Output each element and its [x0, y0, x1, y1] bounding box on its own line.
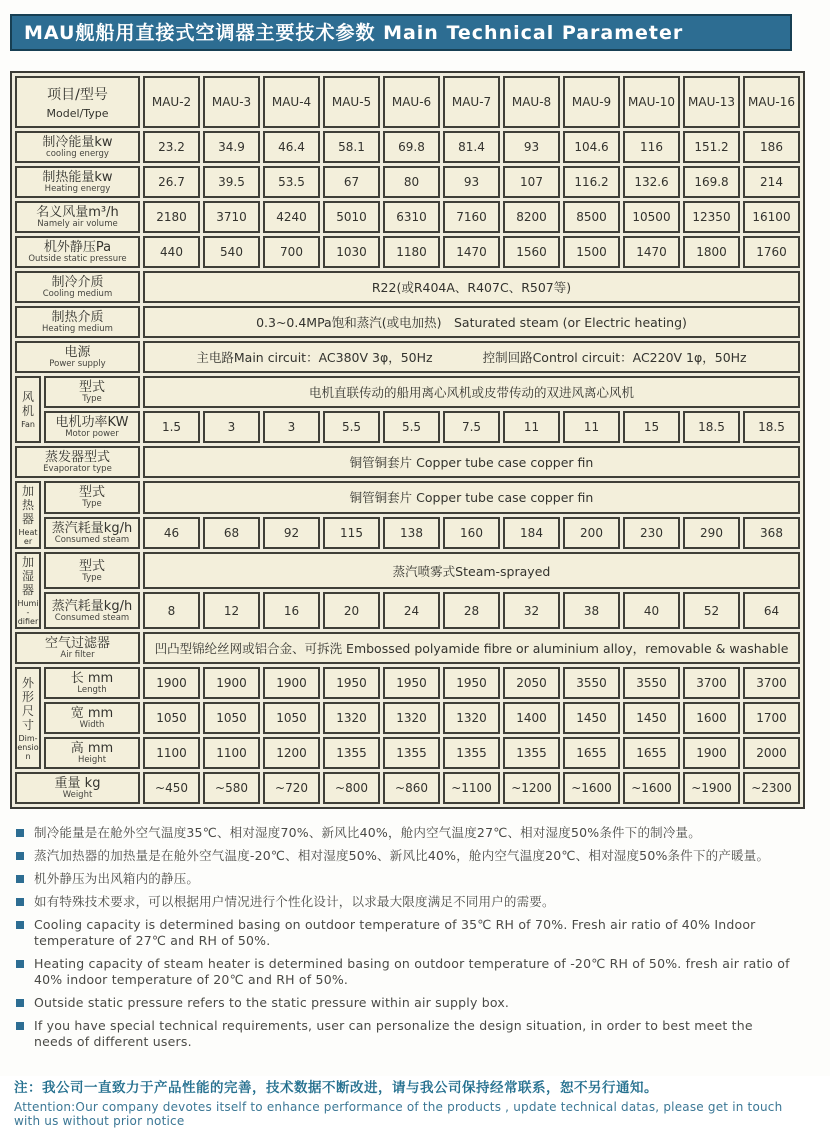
row-label: 蒸发器型式 Evaporator type — [15, 446, 140, 478]
square-bullet-icon — [16, 921, 24, 929]
value-cell: 1600 — [683, 702, 740, 734]
value-cell: 2050 — [503, 667, 560, 699]
value-cell: 104.6 — [563, 131, 620, 163]
footnote-text: 蒸汽加热器的加热量是在舱外空气温度-20℃、相对湿度50%、新风比40%，舱内空气温度20℃、相对湿度50%条件下的产暖量。 — [34, 848, 770, 863]
value-cell: 24 — [383, 592, 440, 629]
value-cell: 12 — [203, 592, 260, 629]
value-cell: 40 — [623, 592, 680, 629]
value-cell: ~1100 — [443, 772, 500, 804]
value-cell: 230 — [623, 517, 680, 550]
value-cell: 34.9 — [203, 131, 260, 163]
model-header-cell: MAU-3 — [203, 76, 260, 128]
value-cell: ~450 — [143, 772, 200, 804]
value-cell: 52 — [683, 592, 740, 629]
value-cell: 15 — [623, 411, 680, 443]
value-cell: 93 — [443, 166, 500, 198]
value-cell: 1900 — [143, 667, 200, 699]
value-cell: 16 — [263, 592, 320, 629]
value-cell: 3 — [263, 411, 320, 443]
merged-value-cell: R22(或R404A、R407C、R507等) — [143, 271, 800, 303]
value-cell: 700 — [263, 236, 320, 268]
row-label: 制冷介质 Cooling medium — [15, 271, 140, 303]
row-label: 重量 kg Weight — [15, 772, 140, 804]
row-label: 名义风量m³/h Namely air volume — [15, 201, 140, 233]
square-bullet-icon — [16, 1022, 24, 1030]
value-cell: 3700 — [743, 667, 800, 699]
value-cell: 8200 — [503, 201, 560, 233]
value-cell: 1900 — [263, 667, 320, 699]
corner-label-en: Model/Type — [46, 107, 109, 120]
value-cell: 1470 — [623, 236, 680, 268]
value-cell: 1760 — [743, 236, 800, 268]
value-cell: 138 — [383, 517, 440, 550]
value-cell: 3700 — [683, 667, 740, 699]
page-title: MAU舰船用直接式空调器主要技术参数 Main Technical Parameter — [10, 14, 792, 51]
footnote-line — [14, 848, 792, 864]
value-cell: 1900 — [683, 737, 740, 769]
value-cell: ~800 — [323, 772, 380, 804]
value-cell: 4240 — [263, 201, 320, 233]
corner-label-zh: 项目/型号 — [47, 87, 108, 103]
table-row — [15, 517, 800, 550]
model-header-cell: MAU-4 — [263, 76, 320, 128]
square-bullet-icon — [16, 960, 24, 968]
table-row — [15, 201, 800, 233]
table-row — [15, 772, 800, 804]
value-cell: 18.5 — [683, 411, 740, 443]
value-cell: ~580 — [203, 772, 260, 804]
square-bullet-icon — [16, 829, 24, 837]
row-label: 型式 Type — [44, 552, 140, 589]
value-cell: 39.5 — [203, 166, 260, 198]
row-label: 蒸汽耗量kg/h Consumed steam — [44, 517, 140, 550]
footnote-line — [14, 871, 792, 887]
value-cell: 16100 — [743, 201, 800, 233]
value-cell: ~860 — [383, 772, 440, 804]
value-cell: 5.5 — [383, 411, 440, 443]
value-cell: 1950 — [443, 667, 500, 699]
value-cell: 8500 — [563, 201, 620, 233]
group-label: 外 形 尺 寸 Dim-ension — [15, 667, 41, 769]
value-cell: 1355 — [443, 737, 500, 769]
value-cell: 3 — [203, 411, 260, 443]
footnote-line — [14, 825, 792, 841]
value-cell: 107 — [503, 166, 560, 198]
merged-value-cell: 主电路Main circuit：AC380V 3φ，50Hz 控制回路Control circuit：AC220V 1φ，50Hz — [143, 341, 800, 373]
value-cell: 214 — [743, 166, 800, 198]
group-label: 风 机 Fan — [15, 376, 41, 443]
value-cell: 290 — [683, 517, 740, 550]
value-cell: ~1600 — [563, 772, 620, 804]
footnote-text: Heating capacity of steam heater is determined basing on outdoor temperature of -20℃ RH of 50%. fresh air ratio of 40% indoor temperature of 20℃ and RH of 50%. — [34, 956, 790, 987]
value-cell: 1200 — [263, 737, 320, 769]
footnote-line — [14, 917, 792, 949]
table-row — [15, 166, 800, 198]
row-label: 型式 Type — [44, 376, 140, 408]
spec-table — [10, 71, 805, 809]
value-cell: 58.1 — [323, 131, 380, 163]
value-cell: 160 — [443, 517, 500, 550]
value-cell: 3710 — [203, 201, 260, 233]
model-header-cell: MAU-2 — [143, 76, 200, 128]
value-cell: 1800 — [683, 236, 740, 268]
value-cell: 1050 — [203, 702, 260, 734]
value-cell: ~1200 — [503, 772, 560, 804]
footnote-line — [14, 1018, 792, 1050]
value-cell: 1950 — [383, 667, 440, 699]
table-row — [15, 306, 800, 338]
table-row — [15, 131, 800, 163]
value-cell: ~1600 — [623, 772, 680, 804]
value-cell: 81.4 — [443, 131, 500, 163]
table-row — [15, 236, 800, 268]
value-cell: 1320 — [443, 702, 500, 734]
value-cell: 1450 — [563, 702, 620, 734]
value-cell: 3550 — [563, 667, 620, 699]
model-header-cell: MAU-10 — [623, 76, 680, 128]
value-cell: 1.5 — [143, 411, 200, 443]
model-header-cell: MAU-6 — [383, 76, 440, 128]
value-cell: 28 — [443, 592, 500, 629]
value-cell: 132.6 — [623, 166, 680, 198]
value-cell: 1030 — [323, 236, 380, 268]
table-row — [15, 592, 800, 629]
footnote-text: If you have special technical requirements, user can personalize the design situation, in order to best meet the needs of different users. — [34, 1018, 753, 1049]
value-cell: 26.7 — [143, 166, 200, 198]
footer-note-zh: 注：我公司一直致力于产品性能的完善，技术数据不断改进，请与我公司保持经常联系，恕不另行通知。 — [14, 1080, 658, 1096]
table-row — [15, 481, 800, 514]
value-cell: ~720 — [263, 772, 320, 804]
value-cell: 11 — [563, 411, 620, 443]
value-cell: 1470 — [443, 236, 500, 268]
table-row — [15, 411, 800, 443]
value-cell: 12350 — [683, 201, 740, 233]
table-row — [15, 341, 800, 373]
value-cell: 1450 — [623, 702, 680, 734]
merged-value-cell: 凹凸型锦纶丝网或铝合金、可拆洗 Embossed polyamide fibre or aluminium alloy，removable & washable — [143, 632, 800, 664]
footnote-text: 如有特殊技术要求，可以根据用户情况进行个性化设计，以求最大限度满足不同用户的需要。 — [34, 894, 555, 909]
value-cell: 1180 — [383, 236, 440, 268]
footnote-text: 制冷能量是在舱外空气温度35℃、相对湿度70%、新风比40%，舱内空气温度27℃、相对湿度50%条件下的制冷量。 — [34, 825, 701, 840]
footnote-text: Outside static pressure refers to the static pressure within air supply box. — [34, 995, 510, 1010]
value-cell: ~1900 — [683, 772, 740, 804]
value-cell: 200 — [563, 517, 620, 550]
model-header-cell: MAU-5 — [323, 76, 380, 128]
value-cell: 540 — [203, 236, 260, 268]
table-row — [15, 446, 800, 478]
row-label: 电机功率KW Motor power — [44, 411, 140, 443]
row-label: 空气过滤器 Air filter — [15, 632, 140, 664]
footnote-text: 机外静压为出风箱内的静压。 — [34, 871, 200, 886]
header-row — [15, 76, 800, 128]
row-label: 型式 Type — [44, 481, 140, 514]
value-cell: 23.2 — [143, 131, 200, 163]
value-cell: 92 — [263, 517, 320, 550]
value-cell: 7160 — [443, 201, 500, 233]
value-cell: 64 — [743, 592, 800, 629]
value-cell: 7.5 — [443, 411, 500, 443]
value-cell: 1355 — [503, 737, 560, 769]
corner-cell — [15, 76, 140, 128]
table-row — [15, 376, 800, 408]
row-label: 制冷能量kw cooling energy — [15, 131, 140, 163]
value-cell: 1560 — [503, 236, 560, 268]
group-label: 加 湿 器 Humi-difier — [15, 552, 41, 629]
footnote-line — [14, 894, 792, 910]
value-cell: 38 — [563, 592, 620, 629]
footnote-line — [14, 995, 792, 1011]
value-cell: 1400 — [503, 702, 560, 734]
value-cell: 1100 — [143, 737, 200, 769]
square-bullet-icon — [16, 898, 24, 906]
value-cell: 169.8 — [683, 166, 740, 198]
value-cell: 11 — [503, 411, 560, 443]
value-cell: 46.4 — [263, 131, 320, 163]
value-cell: 1655 — [563, 737, 620, 769]
footnote-line — [14, 956, 792, 988]
row-label: 长 mm Length — [44, 667, 140, 699]
value-cell: 5010 — [323, 201, 380, 233]
value-cell: 186 — [743, 131, 800, 163]
value-cell: 1950 — [323, 667, 380, 699]
row-label: 高 mm Height — [44, 737, 140, 769]
square-bullet-icon — [16, 875, 24, 883]
value-cell: 69.8 — [383, 131, 440, 163]
row-label: 蒸汽耗量kg/h Consumed steam — [44, 592, 140, 629]
merged-value-cell: 电机直联传动的船用离心风机或皮带传动的双进风离心风机 — [143, 376, 800, 408]
value-cell: 440 — [143, 236, 200, 268]
value-cell: 1655 — [623, 737, 680, 769]
table-row — [15, 632, 800, 664]
value-cell: 116 — [623, 131, 680, 163]
value-cell: 18.5 — [743, 411, 800, 443]
value-cell: 6310 — [383, 201, 440, 233]
value-cell: 1700 — [743, 702, 800, 734]
row-label: 制热能量kw Heating energy — [15, 166, 140, 198]
value-cell: 53.5 — [263, 166, 320, 198]
square-bullet-icon — [16, 999, 24, 1007]
value-cell: 1100 — [203, 737, 260, 769]
value-cell: 67 — [323, 166, 380, 198]
table-row — [15, 667, 800, 699]
value-cell: 151.2 — [683, 131, 740, 163]
table-row — [15, 271, 800, 303]
value-cell: 93 — [503, 131, 560, 163]
value-cell: 46 — [143, 517, 200, 550]
value-cell: 80 — [383, 166, 440, 198]
value-cell: 32 — [503, 592, 560, 629]
value-cell: 20 — [323, 592, 380, 629]
row-label: 制热介质 Heating medium — [15, 306, 140, 338]
table-row — [15, 737, 800, 769]
square-bullet-icon — [16, 852, 24, 860]
model-header-cell: MAU-7 — [443, 76, 500, 128]
value-cell: 1900 — [203, 667, 260, 699]
row-label: 机外静压Pa Outside static pressure — [15, 236, 140, 268]
footnote-text: Cooling capacity is determined basing on outdoor temperature of 35℃ RH of 70%. Fresh air ratio of 40% Indoor temperature of 27℃ and RH of 50%. — [34, 917, 756, 948]
value-cell: 10500 — [623, 201, 680, 233]
value-cell: 5.5 — [323, 411, 380, 443]
model-header-cell: MAU-8 — [503, 76, 560, 128]
value-cell: 1500 — [563, 236, 620, 268]
value-cell: 3550 — [623, 667, 680, 699]
value-cell: 1355 — [323, 737, 380, 769]
value-cell: 184 — [503, 517, 560, 550]
table-row — [15, 552, 800, 589]
model-header-cell: MAU-16 — [743, 76, 800, 128]
value-cell: 1050 — [263, 702, 320, 734]
value-cell: 1355 — [383, 737, 440, 769]
row-label: 宽 mm Width — [44, 702, 140, 734]
value-cell: ~2300 — [743, 772, 800, 804]
value-cell: 1320 — [383, 702, 440, 734]
value-cell: 116.2 — [563, 166, 620, 198]
value-cell: 8 — [143, 592, 200, 629]
row-label: 电源 Power supply — [15, 341, 140, 373]
value-cell: 68 — [203, 517, 260, 550]
value-cell: 2180 — [143, 201, 200, 233]
merged-value-cell: 蒸汽喷雾式Steam-sprayed — [143, 552, 800, 589]
group-label: 加 热 器 Heater — [15, 481, 41, 549]
footer-note-en: Attention:Our company devotes itself to enhance performance of the products , update technical datas, please get in touch with us without prior notice — [14, 1100, 783, 1128]
table-row — [15, 702, 800, 734]
value-cell: 115 — [323, 517, 380, 550]
value-cell: 368 — [743, 517, 800, 550]
merged-value-cell: 铜管铜套片 Copper tube case copper fin — [143, 481, 800, 514]
model-header-cell: MAU-13 — [683, 76, 740, 128]
model-header-cell: MAU-9 — [563, 76, 620, 128]
merged-value-cell: 0.3~0.4MPa饱和蒸汽(或电加热) Saturated steam (or Electric heating) — [143, 306, 800, 338]
merged-value-cell: 铜管铜套片 Copper tube case copper fin — [143, 446, 800, 478]
footer-note — [14, 1076, 792, 1128]
value-cell: 2000 — [743, 737, 800, 769]
value-cell: 1320 — [323, 702, 380, 734]
footnotes — [14, 825, 792, 1050]
value-cell: 1050 — [143, 702, 200, 734]
